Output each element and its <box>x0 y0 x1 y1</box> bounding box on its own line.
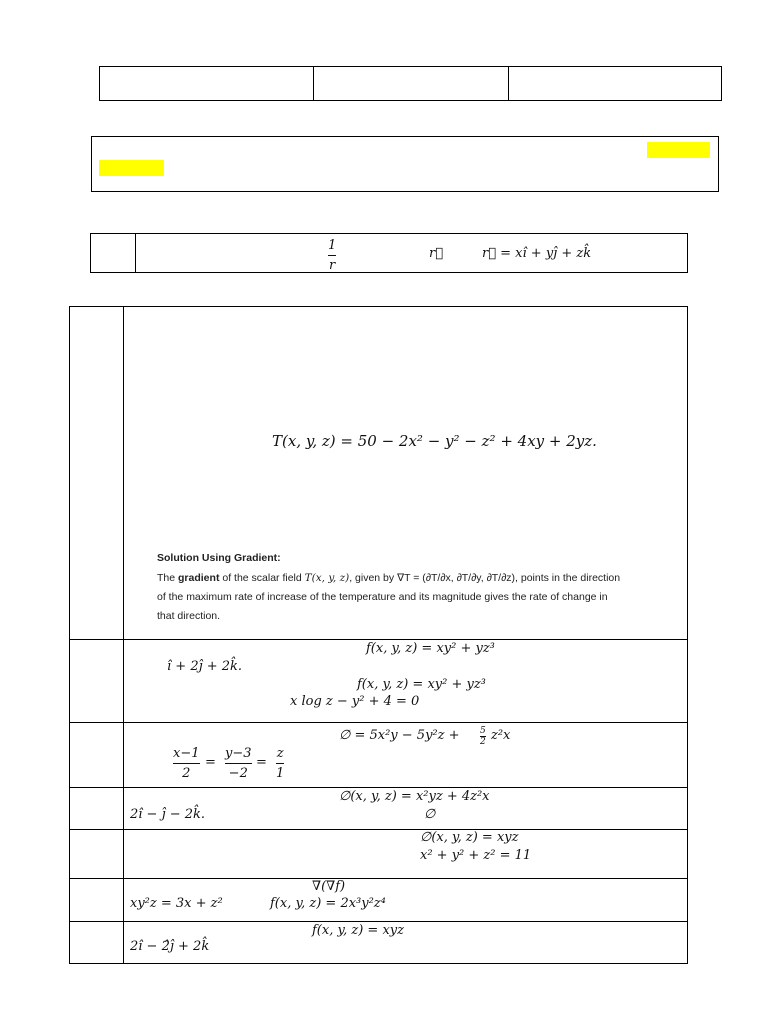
half-fraction: 5 2 <box>480 726 486 747</box>
problem-table <box>69 306 688 964</box>
line-y-fraction: y−3 −2 <box>225 746 252 781</box>
direction-vector: î + 2ĵ + 2k̂. <box>167 659 243 674</box>
function-f-definition: f(x, y, z) = 2x³y²z⁴ <box>270 896 386 911</box>
phi-definition: ∅(x, y, z) = x²yz + 4z²x <box>339 789 490 804</box>
fraction-denominator: r <box>329 258 336 273</box>
highlight-mark <box>99 160 164 176</box>
phi-definition: ∅(x, y, z) = xyz <box>420 830 519 845</box>
equals-sign: = <box>256 755 267 770</box>
row-divider <box>70 878 687 879</box>
line-x-fraction: x−1 2 <box>173 746 200 781</box>
fraction-numerator: 1 <box>328 238 337 253</box>
phi-definition-tail: z²x <box>491 728 511 743</box>
r-vector-definition: r⃗ = xî + yĵ + zk̂ <box>482 246 592 261</box>
bold-term-gradient: gradient <box>178 572 220 584</box>
instruction-box <box>91 136 719 192</box>
header-divider <box>313 67 314 100</box>
direction-vector: 2î − 2̂ĵ + 2k̂ <box>130 939 210 954</box>
r-vector-symbol: r⃗ <box>429 246 444 261</box>
header-table <box>99 66 722 101</box>
solution-paragraph <box>157 569 677 626</box>
phi-symbol: ∅ <box>424 807 436 822</box>
number-column-divider <box>123 307 124 963</box>
function-f-definition: f(x, y, z) = xy² + yz³ <box>366 641 495 656</box>
row-divider <box>70 829 687 830</box>
equals-sign: = <box>205 755 216 770</box>
header-divider <box>508 67 509 100</box>
row-divider <box>70 722 687 723</box>
solution-line-1: The gradient of the scalar field T(x, y, z), given by ∇T = (∂T/∂x, ∂T/∂y, ∂T/∂z), points in the direction <box>157 572 621 584</box>
direction-vector: 2î − ĵ − 2k̂. <box>130 807 206 822</box>
solution-line-3: that direction. <box>157 610 221 622</box>
solution-line-2: of the maximum rate of increase of the temperature and its magnitude gives the rate of change in <box>157 591 608 603</box>
laplacian-expression: ∇(∇f) <box>312 879 346 894</box>
surface-equation: xy²z = 3x + z² <box>130 896 223 911</box>
sphere-equation: x² + y² + z² = 11 <box>420 848 532 863</box>
solution-title: Solution Using Gradient: <box>157 552 281 564</box>
vector-r-row <box>90 233 688 273</box>
function-f-definition-repeat: f(x, y, z) = xy² + yz³ <box>357 677 486 692</box>
phi-definition: ∅ = 5x²y − 5y²z + <box>339 728 460 743</box>
function-f-definition: f(x, y, z) = xyz <box>312 923 404 938</box>
row-divider <box>135 234 136 272</box>
line-z-fraction: z 1 <box>276 746 285 781</box>
temperature-field-equation: T(x, y, z) = 50 − 2x² − y² − z² + 4xy + 2yz. <box>272 432 597 450</box>
surface-equation: x log z − y² + 4 = 0 <box>290 694 420 709</box>
highlight-mark <box>647 142 710 158</box>
one-over-r-fraction <box>328 238 336 273</box>
row-divider <box>70 639 687 640</box>
row-divider <box>70 787 687 788</box>
row-divider <box>70 921 687 922</box>
